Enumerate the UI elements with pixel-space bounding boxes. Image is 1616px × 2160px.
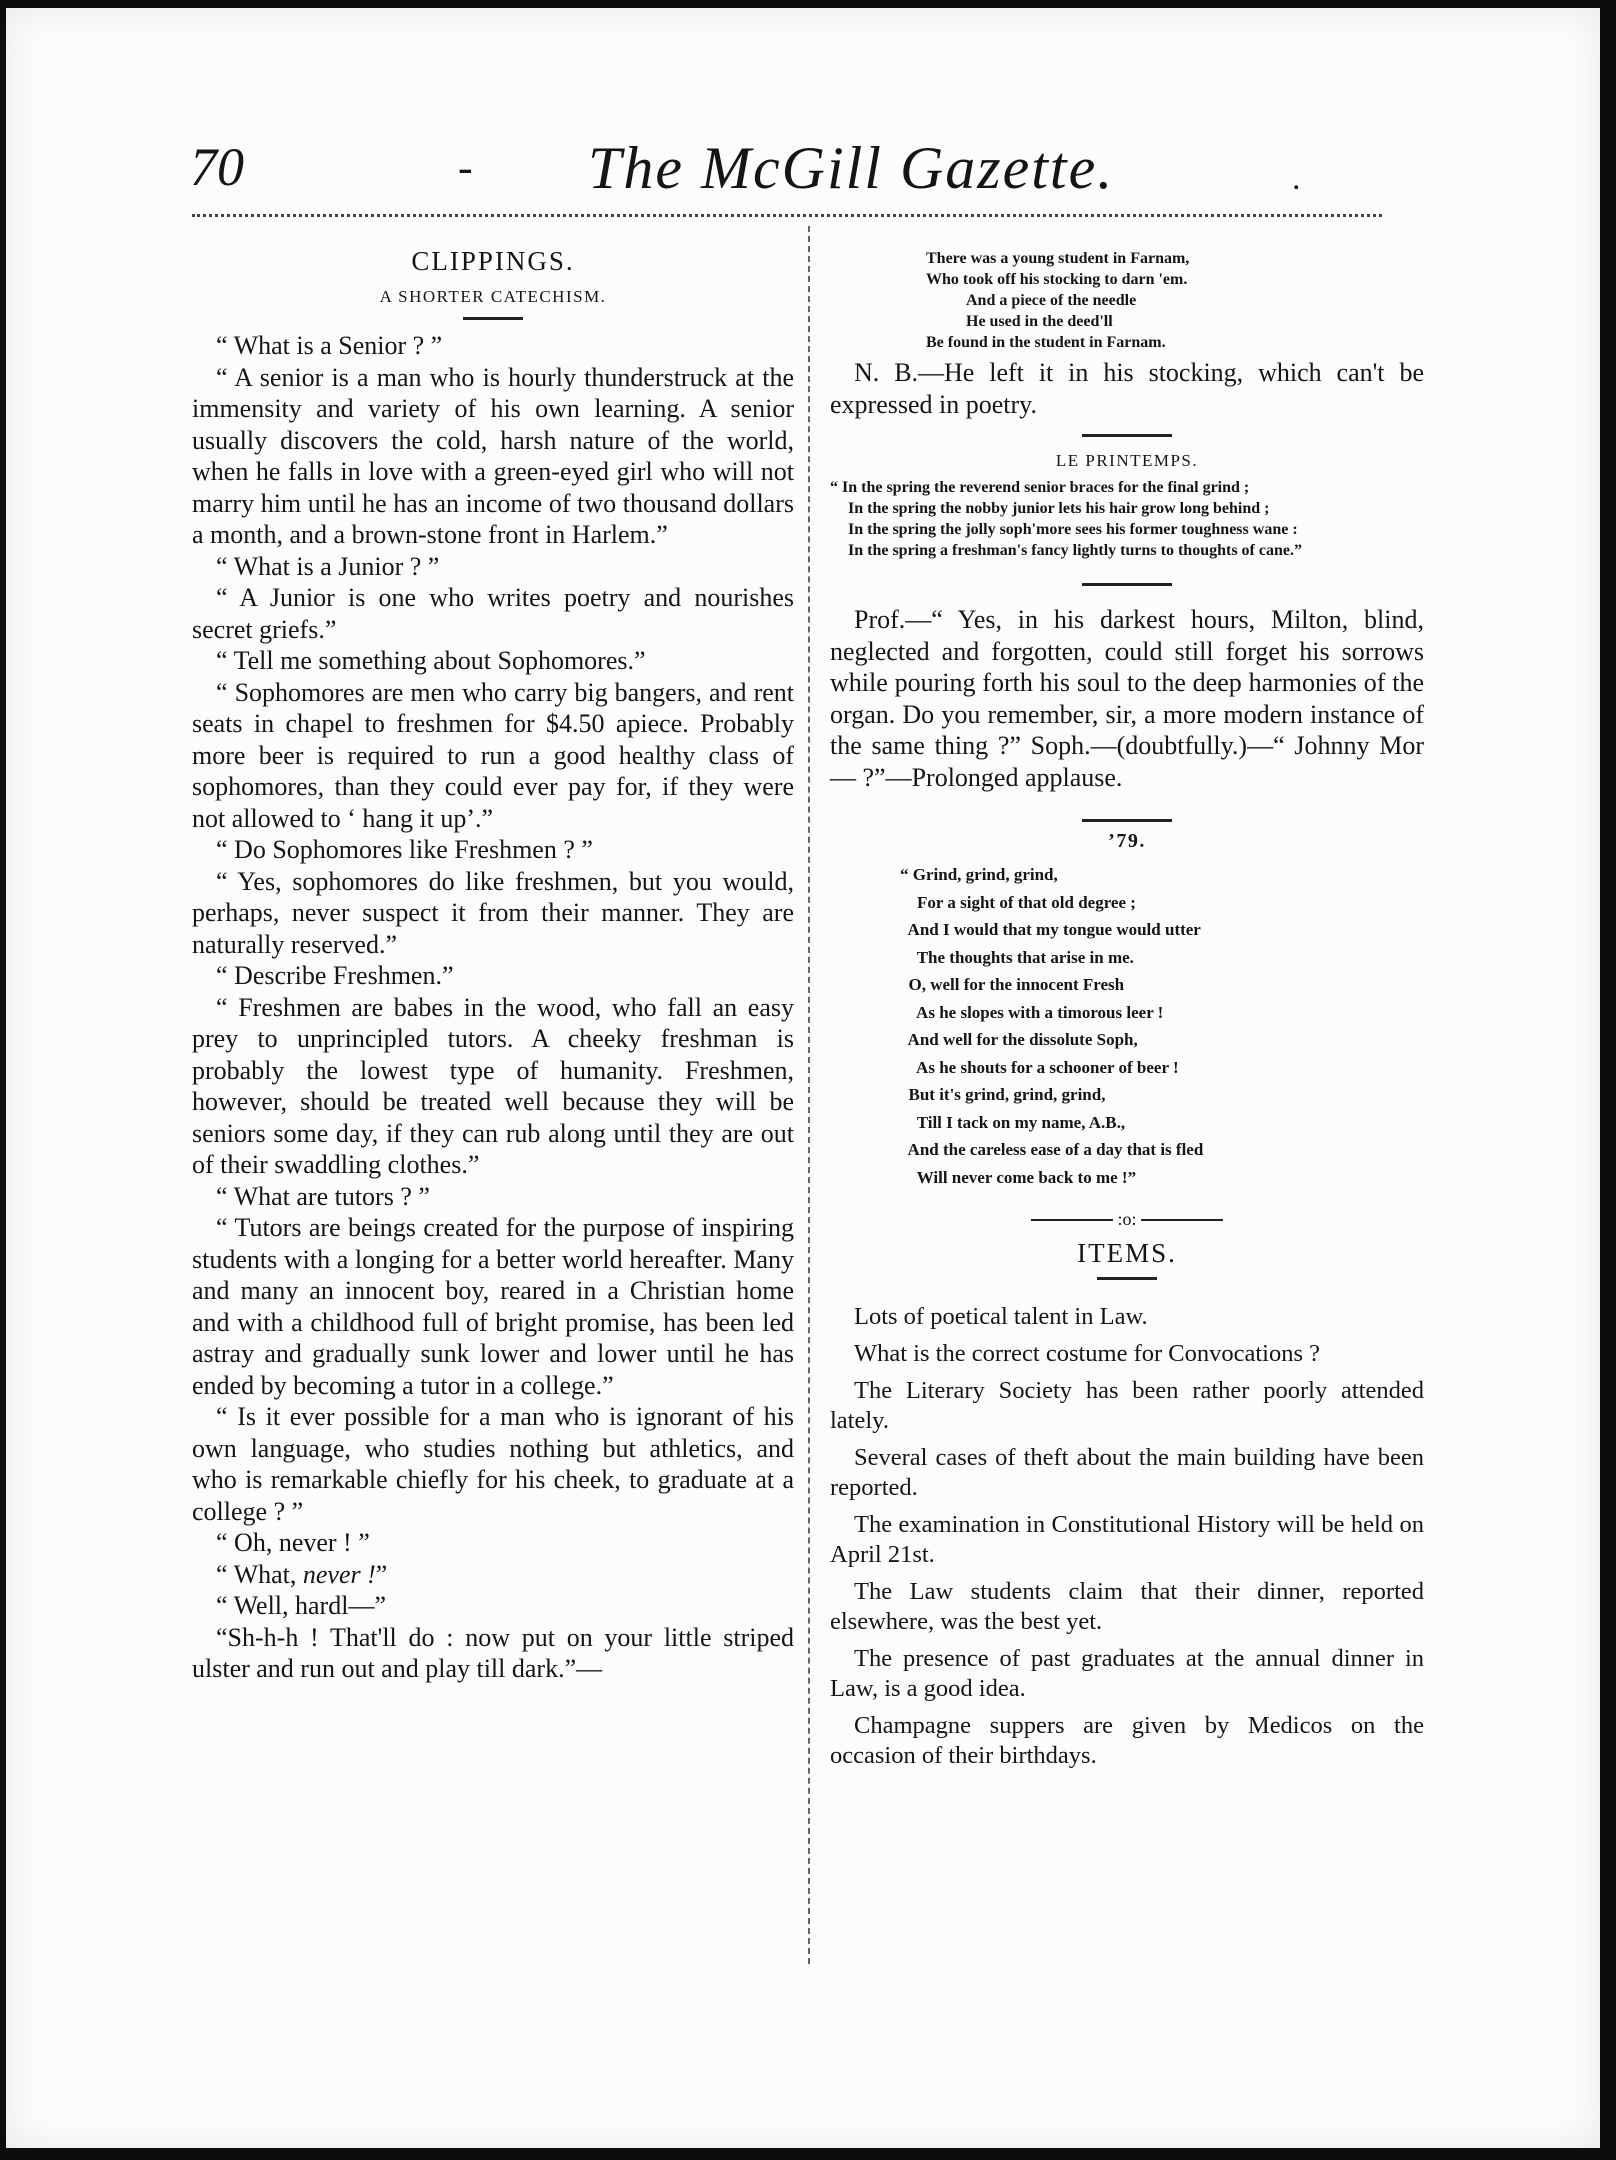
closing-quote: ” — [375, 1559, 388, 1589]
separator-glyph: :o: — [1117, 1209, 1137, 1229]
header-rule — [192, 214, 1382, 217]
catechism-paragraph: “ What is a Senior ? ” — [216, 331, 443, 360]
left-column — [192, 234, 794, 1685]
poem-line: Will never come back to me !” — [900, 1167, 1137, 1187]
limerick-note: N. B.—He left it in his stocking, which can't be expressed in poetry. — [830, 358, 1424, 419]
prof-anecdote: Prof.—“ Yes, in his darkest hours, Milton, blind, neglected and forgotten, could still forget his sorrows while pouring forth his soul to the deep harmonies of the organ. Do you remember, sir, a more modern instance of the same thing ?” Soph.—(doubtfully.)—“ Johnny Mor— ?”—Prolonged applause. — [830, 605, 1424, 792]
catechism-paragraph: “ Describe Freshmen.” — [216, 961, 454, 990]
catechism-paragraph: “ A senior is a man who is hourly thunderstruck at the immensity and variety of his own learning. A senior usually discovers the cold, harsh nature of the world, when he falls in love with a green-eyed girl who will not marry him until he has an income of two thousand dollars a month, and a brown-stone front in Harlem.” — [192, 362, 794, 549]
limerick-line: There was a young student in Farnam, — [926, 250, 1190, 267]
printemps-line: In the spring a freshman's fancy lightly turns to thoughts of cane.” — [848, 542, 1302, 559]
poem-line: The thoughts that arise in me. — [900, 947, 1134, 967]
catechism-paragraph: “ What are tutors ? ” — [216, 1181, 430, 1211]
news-item: The Literary Society has been rather poorly attended lately. — [830, 1377, 1424, 1434]
printemps-verse — [830, 477, 1424, 561]
poem-line: For a sight of that old degree ; — [900, 892, 1136, 912]
poem-line: And the careless ease of a day that is fled — [900, 1140, 1204, 1159]
section-rule — [1082, 819, 1172, 822]
header-dot: . — [1292, 160, 1301, 197]
separator-bar — [1031, 1219, 1113, 1221]
poem-79-heading: ’79. — [1108, 830, 1146, 852]
masthead-title: The McGill Gazette. — [588, 135, 1115, 201]
right-column — [830, 248, 1424, 1778]
poem-line: Till I tack on my name, A.B., — [900, 1112, 1126, 1132]
limerick-line: Be found in the student in Farnam. — [926, 334, 1166, 351]
catechism-paragraph: “ What is a Junior ? ” — [216, 551, 440, 581]
catechism-paragraph: “ Tell me something about Sophomores.” — [216, 646, 646, 675]
section-rule — [1082, 583, 1172, 586]
poem-line: “ Grind, grind, grind, — [900, 865, 1058, 884]
limerick-line: Who took off his stocking to darn 'em. — [926, 271, 1188, 288]
poem-line: As he shouts for a schooner of beer ! — [900, 1057, 1179, 1077]
catechism-paragraph: “ Sophomores are men who carry big bangers, and rent seats in chapel to freshmen for $4.50 apiece. Probably more beer is required to run a good healthy class of sophomores, than they could ever pay for, if they were not allowed to ‘ hang it up’.” — [192, 677, 794, 833]
catechism-paragraph: “ Tutors are beings created for the purpose of inspiring students with a longing for a better world hereafter. Many and many an innocent boy, reared in a Christian home and with a childhood full of bright promise, has been led astray and gradually sunk lower and lower until he has ended by becoming a tutor in a college.” — [192, 1213, 794, 1400]
news-item: Champagne suppers are given by Medicos on the occasion of their birthdays. — [830, 1712, 1424, 1769]
clippings-heading: CLIPPINGS. — [411, 246, 575, 276]
news-item: What is the correct costume for Convocations ? — [854, 1340, 1321, 1367]
catechism-paragraph: “ Yes, sophomores do like freshmen, but you would, perhaps, never suspect it from their manner. They are naturally reserved.” — [192, 866, 794, 959]
header-dash: - — [458, 143, 473, 192]
section-rule — [1097, 1277, 1157, 1280]
poem-line: As he slopes with a timorous leer ! — [900, 1002, 1164, 1022]
poem-line: And I would that my tongue would utter — [900, 920, 1201, 939]
catechism-paragraph: “ Do Sophomores like Freshmen ? ” — [216, 835, 593, 864]
catechism-subheading: A SHORTER CATECHISM. — [379, 287, 607, 306]
catechism-paragraph: “ Freshmen are babes in the wood, who fall an easy prey to unprincipled tutors. A cheeky freshman is probably the lowest type of humanity. Freshmen, however, should be treated well because they will be seniors some day, if they can rub along until they are out of their swaddling clothes.” — [192, 992, 794, 1179]
news-item: Lots of poetical talent in Law. — [854, 1303, 1148, 1330]
section-rule — [1082, 434, 1172, 437]
limerick-line: He used in the deed'll — [966, 313, 1113, 330]
limerick — [830, 248, 1424, 353]
news-item: The examination in Constitutional History will be held on April 21st. — [830, 1511, 1424, 1568]
section-rule — [463, 317, 523, 320]
printemps-line: In the spring the nobby junior lets his hair grow long behind ; — [848, 500, 1270, 517]
catechism-paragraph: “ Well, hardl—” — [216, 1591, 386, 1620]
catechism-paragraph: “ A Junior is one who writes poetry and nourishes secret griefs.” — [192, 583, 794, 644]
catechism-paragraph — [192, 1559, 794, 1591]
news-item: The Law students claim that their dinner, reported elsewhere, was the best yet. — [830, 1578, 1424, 1635]
page-number: 70 — [190, 137, 244, 197]
printemps-heading: LE PRINTEMPS. — [1055, 451, 1199, 470]
poem-79 — [830, 861, 1424, 1191]
catechism-paragraph: “Sh-h-h ! That'll do : now put on your little striped ulster and run out and play till dark.”— — [192, 1622, 794, 1683]
limerick-line: And a piece of the needle — [966, 292, 1137, 309]
newspaper-page — [6, 8, 1600, 2148]
catechism-paragraph: “ Is it ever possible for a man who is ignorant of his own language, who studies nothing but athletics, and who is remarkable chiefly for his cheek, to graduate at a college ? ” — [192, 1402, 794, 1526]
column-divider — [808, 226, 810, 1964]
ornament-separator — [830, 1209, 1424, 1230]
printemps-line: “ In the spring the reverend senior braces for the final grind ; — [830, 479, 1250, 496]
poem-line: But it's grind, grind, grind, — [900, 1085, 1106, 1104]
news-item: The presence of past graduates at the annual dinner in Law, is a good idea. — [830, 1645, 1424, 1702]
news-item: Several cases of theft about the main building have been reported. — [830, 1444, 1424, 1501]
poem-line: And well for the dissolute Soph, — [900, 1030, 1138, 1049]
never-emphasis: never ! — [302, 1559, 376, 1589]
catechism-paragraph: “ Oh, never ! ” — [216, 1528, 370, 1557]
items-heading: ITEMS. — [1077, 1238, 1177, 1268]
what-prefix: “ What, — [216, 1559, 297, 1589]
separator-bar — [1141, 1219, 1223, 1221]
poem-line: O, well for the innocent Fresh — [900, 975, 1125, 994]
printemps-line: In the spring the jolly soph'more sees his former toughness wane : — [848, 521, 1298, 538]
